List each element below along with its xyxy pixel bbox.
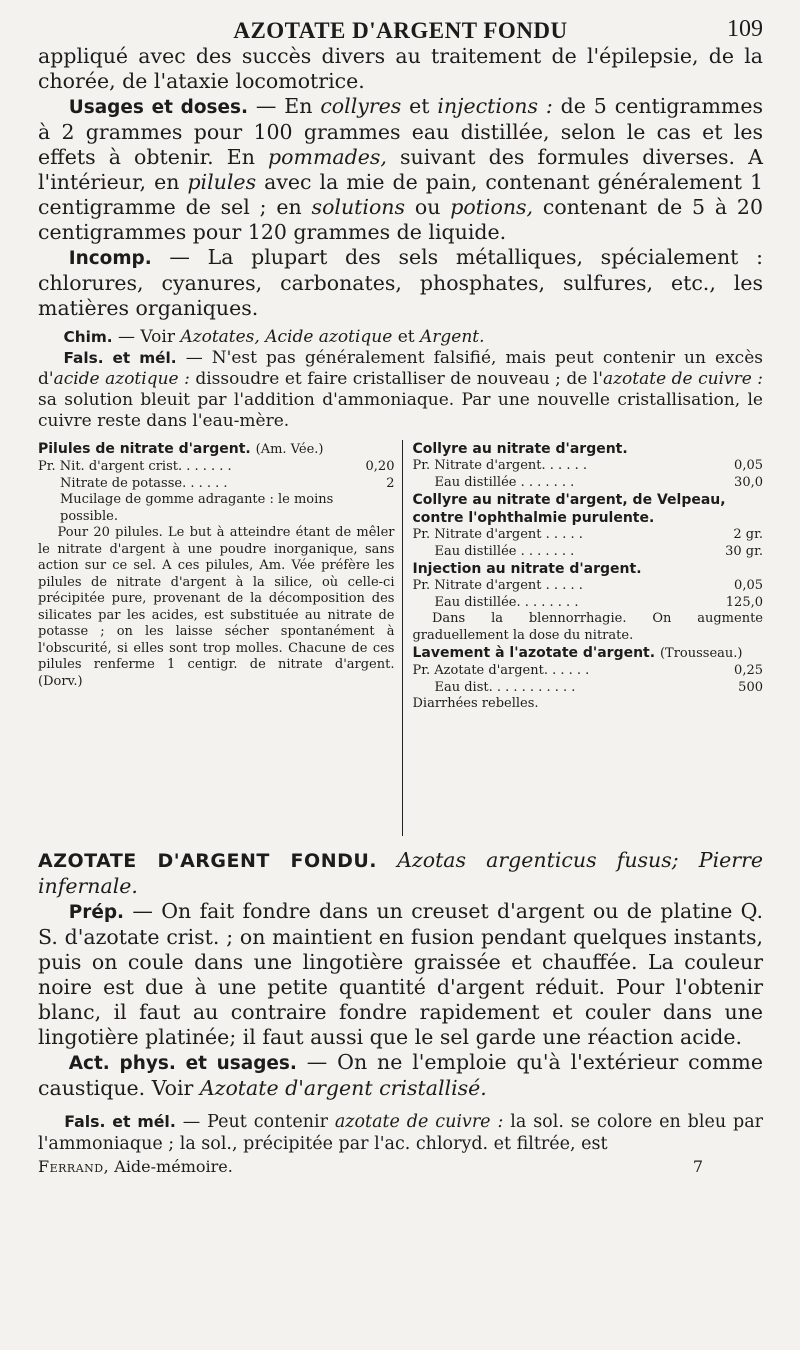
lavement-note: Diarrhées rebelles.: [412, 696, 539, 711]
formula-ingredient: Eau dist. . . . . . . . . . .: [434, 679, 576, 695]
fals-text: dissoudre et faire cristalliser de nouveau ; de l': [189, 369, 603, 389]
usages-text: — En: [248, 94, 321, 118]
formulas-columns: [38, 440, 763, 836]
formula-row: [412, 544, 763, 561]
azotate-fondu-heading: [38, 848, 763, 899]
formulas-left-column: [38, 440, 403, 836]
usages-injections: injections :: [437, 94, 553, 118]
pilules-notes: Pour 20 pilules. Le but à atteindre étant de mêler le nitrate d'argent à une poudre inorganique, sans action sur ce sel. A ces pilules, Am. Vée préfère les pilules de nitrate d'argent à la silice, où celle-ci précipitée pure, provenant de la décomposition des silicates par les acides, est substituée au nitrate de potasse ; on les laisse sécher spontanément à l'obscurité, si elles sont trop molles. Chacune de ces pilules renferme 1 centigr. de nitrate d'argent. (Dorv.): [38, 525, 395, 689]
fals2-label: Fals. et mél.: [64, 1112, 176, 1131]
formula-row: [38, 459, 394, 476]
prep-text: — On fait fondre dans un creuset d'argent ou de platine Q. S. d'azotate crist. ; on maintient en fusion pendant quelques instants, puis on coule dans une lingotière graissée et chauffée. La couleur noire est due à une petite quantité d'argent réduit. Pour l'obtenir blanc, il faut au contraire fondre rapidement et couler dans une lingotière platinée; il faut aussi que le sel garde une réaction acide.: [38, 899, 763, 1049]
collyre2-title: Collyre au nitrate d'argent, de Velpeau, contre l'ophthalmie purulente.: [412, 492, 726, 526]
lavement-title-text: Lavement à l'azotate d'argent.: [412, 645, 656, 661]
usages-text: suivant des formules diverses. A l'intérieur, en: [38, 145, 763, 194]
chim-ref-argent: Argent.: [420, 327, 485, 347]
prep-label: Prép.: [68, 902, 125, 923]
fals-azotate-cuivre: azotate de cuivre :: [602, 369, 764, 389]
formula-ingredient: Pr. Azotate d'argent. . . . . .: [412, 663, 590, 678]
formulas-right-column: [403, 440, 763, 836]
formula-quantity: 125,0: [725, 594, 763, 610]
azotate-fondu-latin: Azotas argenticus fusus; Pierre infernale.: [38, 848, 764, 898]
fals-paragraph: [38, 348, 763, 432]
intro-paragraph: appliqué avec des succès divers au traitement de l'épilepsie, de la chorée, de l'ataxie locomotrice.: [38, 44, 763, 93]
formula-row: [412, 663, 763, 680]
formula-row: [412, 578, 763, 595]
usages-text: ou: [405, 195, 451, 219]
fals-text: sa solution bleuit par l'addition d'ammoniaque. Par une nouvelle cristallisation, le cuivre reste dans l'eau-mère.: [38, 390, 763, 431]
page-footer: [38, 1157, 763, 1176]
fals-acide: acide azotique :: [53, 369, 190, 389]
formula-row: [412, 475, 763, 492]
incomp-label: Incomp.: [68, 248, 152, 269]
running-header: [38, 0, 763, 44]
formula-quantity: 30 gr.: [725, 543, 763, 559]
formula-quantity: 0,05: [734, 578, 763, 593]
formula-ingredient: Pr. Nit. d'argent crist. . . . . . .: [38, 459, 232, 474]
usages-collyres: collyres: [320, 94, 402, 118]
chim-text: et: [392, 327, 420, 347]
pilules-title-text: Pilules de nitrate d'argent.: [38, 441, 251, 457]
usages-text: avec la mie de pain, contenant généralement 1 centigramme de sel ; en: [38, 170, 763, 219]
usages-text: de 5 centigrammes à 2 grammes pour 100 grammes eau distillée, selon le cas et les effets à obtenir. En: [38, 94, 764, 169]
act-ref: Azotate d'argent cristallisé.: [199, 1076, 487, 1100]
formula-row: [38, 476, 394, 493]
formula-ingredient: Eau distillée . . . . . . .: [434, 474, 575, 490]
chim-paragraph: [38, 327, 763, 348]
chim-text: — Voir: [112, 327, 181, 347]
fals-text: — N'est pas généralement falsifié, mais peut contenir un excès d': [38, 348, 763, 389]
lavement-title: [412, 644, 763, 663]
usages-pommades: pommades,: [268, 145, 387, 169]
formula-quantity: 0,05: [734, 458, 763, 473]
fals2-text: la sol. se colore en bleu par l'ammoniaque ; la sol., précipitée par l'ac. chloryd. et filtrée, est: [38, 1112, 764, 1154]
formula-row: [38, 492, 394, 525]
formula-quantity: 30,0: [734, 474, 763, 490]
injection-note: Dans la blennorrhagie. On augmente graduellement la dose du nitrate.: [412, 611, 763, 643]
footer-credit: [38, 1157, 233, 1176]
chim-label: Chim.: [63, 328, 113, 346]
formula-row: [412, 680, 763, 697]
usages-text: et: [401, 94, 438, 118]
incomp-text: — La plupart des sels métalliques, spécialement : chlorures, cyanures, carbonates, phosphates, sulfures, etc., les matières organiques.: [38, 245, 763, 320]
formula-quantity: 0,20: [365, 459, 395, 474]
main-text-upper: [38, 44, 763, 321]
formula-quantity: 0,25: [734, 663, 763, 678]
usages-solutions: solutions: [311, 195, 406, 219]
formula-ingredient: Eau distillée . . . . . . .: [434, 543, 575, 559]
chim-refs: Azotates, Acide azotique: [180, 327, 393, 347]
usages-text: contenant de 5 à 20 centigrammes pour 120 grammes de liquide.: [38, 195, 764, 244]
page-number: 109: [727, 16, 763, 42]
formula-ingredient: Pr. Nitrate d'argent. . . . . .: [412, 458, 587, 473]
usages-paragraph: [38, 94, 763, 245]
formula-ingredient: Eau distillée. . . . . . . .: [434, 594, 579, 610]
fals2-paragraph: [38, 1111, 763, 1155]
incomp-paragraph: [38, 245, 763, 321]
formula-ingredient: Pr. Nitrate d'argent . . . . .: [412, 527, 583, 542]
act-label: Act. phys. et usages.: [68, 1053, 297, 1074]
footer-author: Ferrand,: [38, 1157, 110, 1176]
collyre1-title: Collyre au nitrate d'argent.: [412, 441, 628, 457]
running-title: AZOTATE D'ARGENT FONDU: [233, 18, 568, 43]
fals2-azotate-cuivre: azotate de cuivre :: [334, 1112, 504, 1132]
page: [38, 0, 763, 1176]
azotate-fondu-title: AZOTATE D'ARGENT FONDU.: [38, 850, 378, 872]
formula-ingredient: Pr. Nitrate d'argent . . . . .: [412, 578, 583, 593]
formula-ingredient: Mucilage de gomme adragante : le moins possible.: [60, 492, 334, 524]
pilules-title: [38, 440, 394, 459]
act-text: — On ne l'emploie qu'à l'extérieur comme caustique. Voir: [38, 1050, 763, 1100]
formula-quantity: 2 gr.: [733, 527, 763, 542]
signature-mark: 7: [692, 1157, 703, 1176]
main-text-small: [38, 327, 763, 432]
main-text-bottom: [38, 1111, 763, 1155]
formula-row: [412, 458, 763, 475]
usages-potions: potions,: [450, 195, 534, 219]
formula-quantity: 500: [738, 679, 763, 695]
formula-quantity: 2: [386, 475, 395, 491]
footer-work: Aide-mémoire.: [109, 1157, 233, 1176]
lavement-source: (Trousseau.): [659, 646, 743, 661]
usages-pilules: pilules: [187, 170, 257, 194]
fals2-text: — Peut contenir: [175, 1112, 335, 1132]
act-paragraph: [38, 1050, 763, 1101]
formula-row: [412, 595, 763, 612]
pilules-source: (Am. Vée.): [255, 442, 324, 457]
main-text-lower: [38, 848, 763, 1101]
injection-title: Injection au nitrate d'argent.: [412, 561, 642, 577]
formula-ingredient: Nitrate de potasse. . . . . .: [60, 475, 228, 491]
usages-label: Usages et doses.: [68, 97, 249, 118]
prep-paragraph: [38, 899, 763, 1050]
fals-label: Fals. et mél.: [63, 349, 177, 367]
formula-row: [412, 527, 763, 544]
